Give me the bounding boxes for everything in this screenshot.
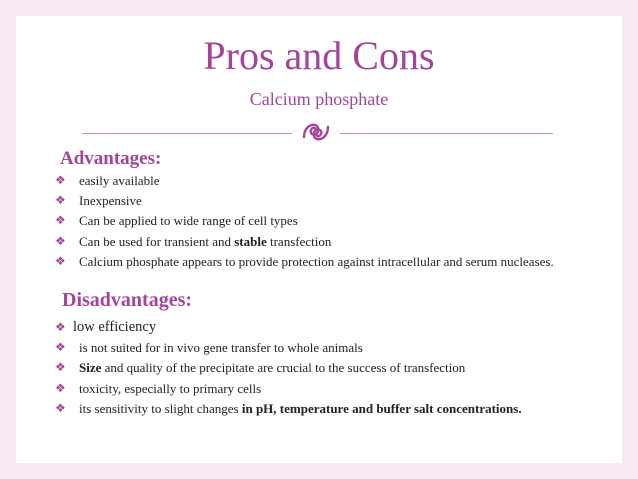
diamond-bullet-icon: ❖ [55, 213, 66, 228]
diamond-bullet-icon: ❖ [55, 400, 66, 415]
diamond-bullet-icon: ❖ [55, 360, 66, 375]
diamond-bullet-icon: ❖ [55, 173, 66, 187]
list-item: ❖ Size and quality of the precipitate are crucial to the success of transfection [55, 360, 466, 376]
list-item: ❖ toxicity, especially to primary cells [55, 380, 262, 396]
list-item: ❖ low efficiency [55, 319, 157, 335]
divider-right [340, 133, 553, 134]
advantages-list [55, 172, 555, 273]
list-item: ❖ Can be applied to wide range of cell types [55, 213, 298, 229]
diamond-bullet-icon: ❖ [55, 380, 66, 395]
divider-left [82, 133, 292, 134]
list-item: ❖ Calcium phosphate appears to provide protection against intracellular and serum nucleases. [55, 253, 554, 269]
diamond-bullet-icon: ❖ [55, 233, 66, 248]
list-item: ❖ is not suited for in vivo gene transfer to whole animals [55, 340, 363, 356]
swirl-ornament-icon [296, 113, 336, 151]
subtitle-text: Calcium phosphate [249, 89, 389, 109]
slide-title: Pros and Cons [203, 33, 435, 78]
disadvantages-list [55, 318, 575, 420]
list-item: ❖ Inexpensive [55, 193, 142, 209]
advantages-heading: Advantages: [60, 148, 162, 169]
list-item: ❖ easily available [55, 173, 160, 188]
disadvantages-heading: Disadvantages: [62, 289, 193, 311]
list-item: ❖ its sensitivity to slight changes in pH, temperature and buffer salt concentrations. [55, 400, 522, 416]
diamond-bullet-icon: ❖ [55, 340, 66, 355]
list-item: ❖ Can be used for transient and stable transfection [55, 233, 332, 249]
slide-subtitle [0, 89, 638, 110]
diamond-bullet-icon: ❖ [55, 193, 66, 208]
diamond-bullet-icon: ❖ [55, 253, 66, 268]
diamond-bullet-icon: ❖ [55, 320, 66, 334]
